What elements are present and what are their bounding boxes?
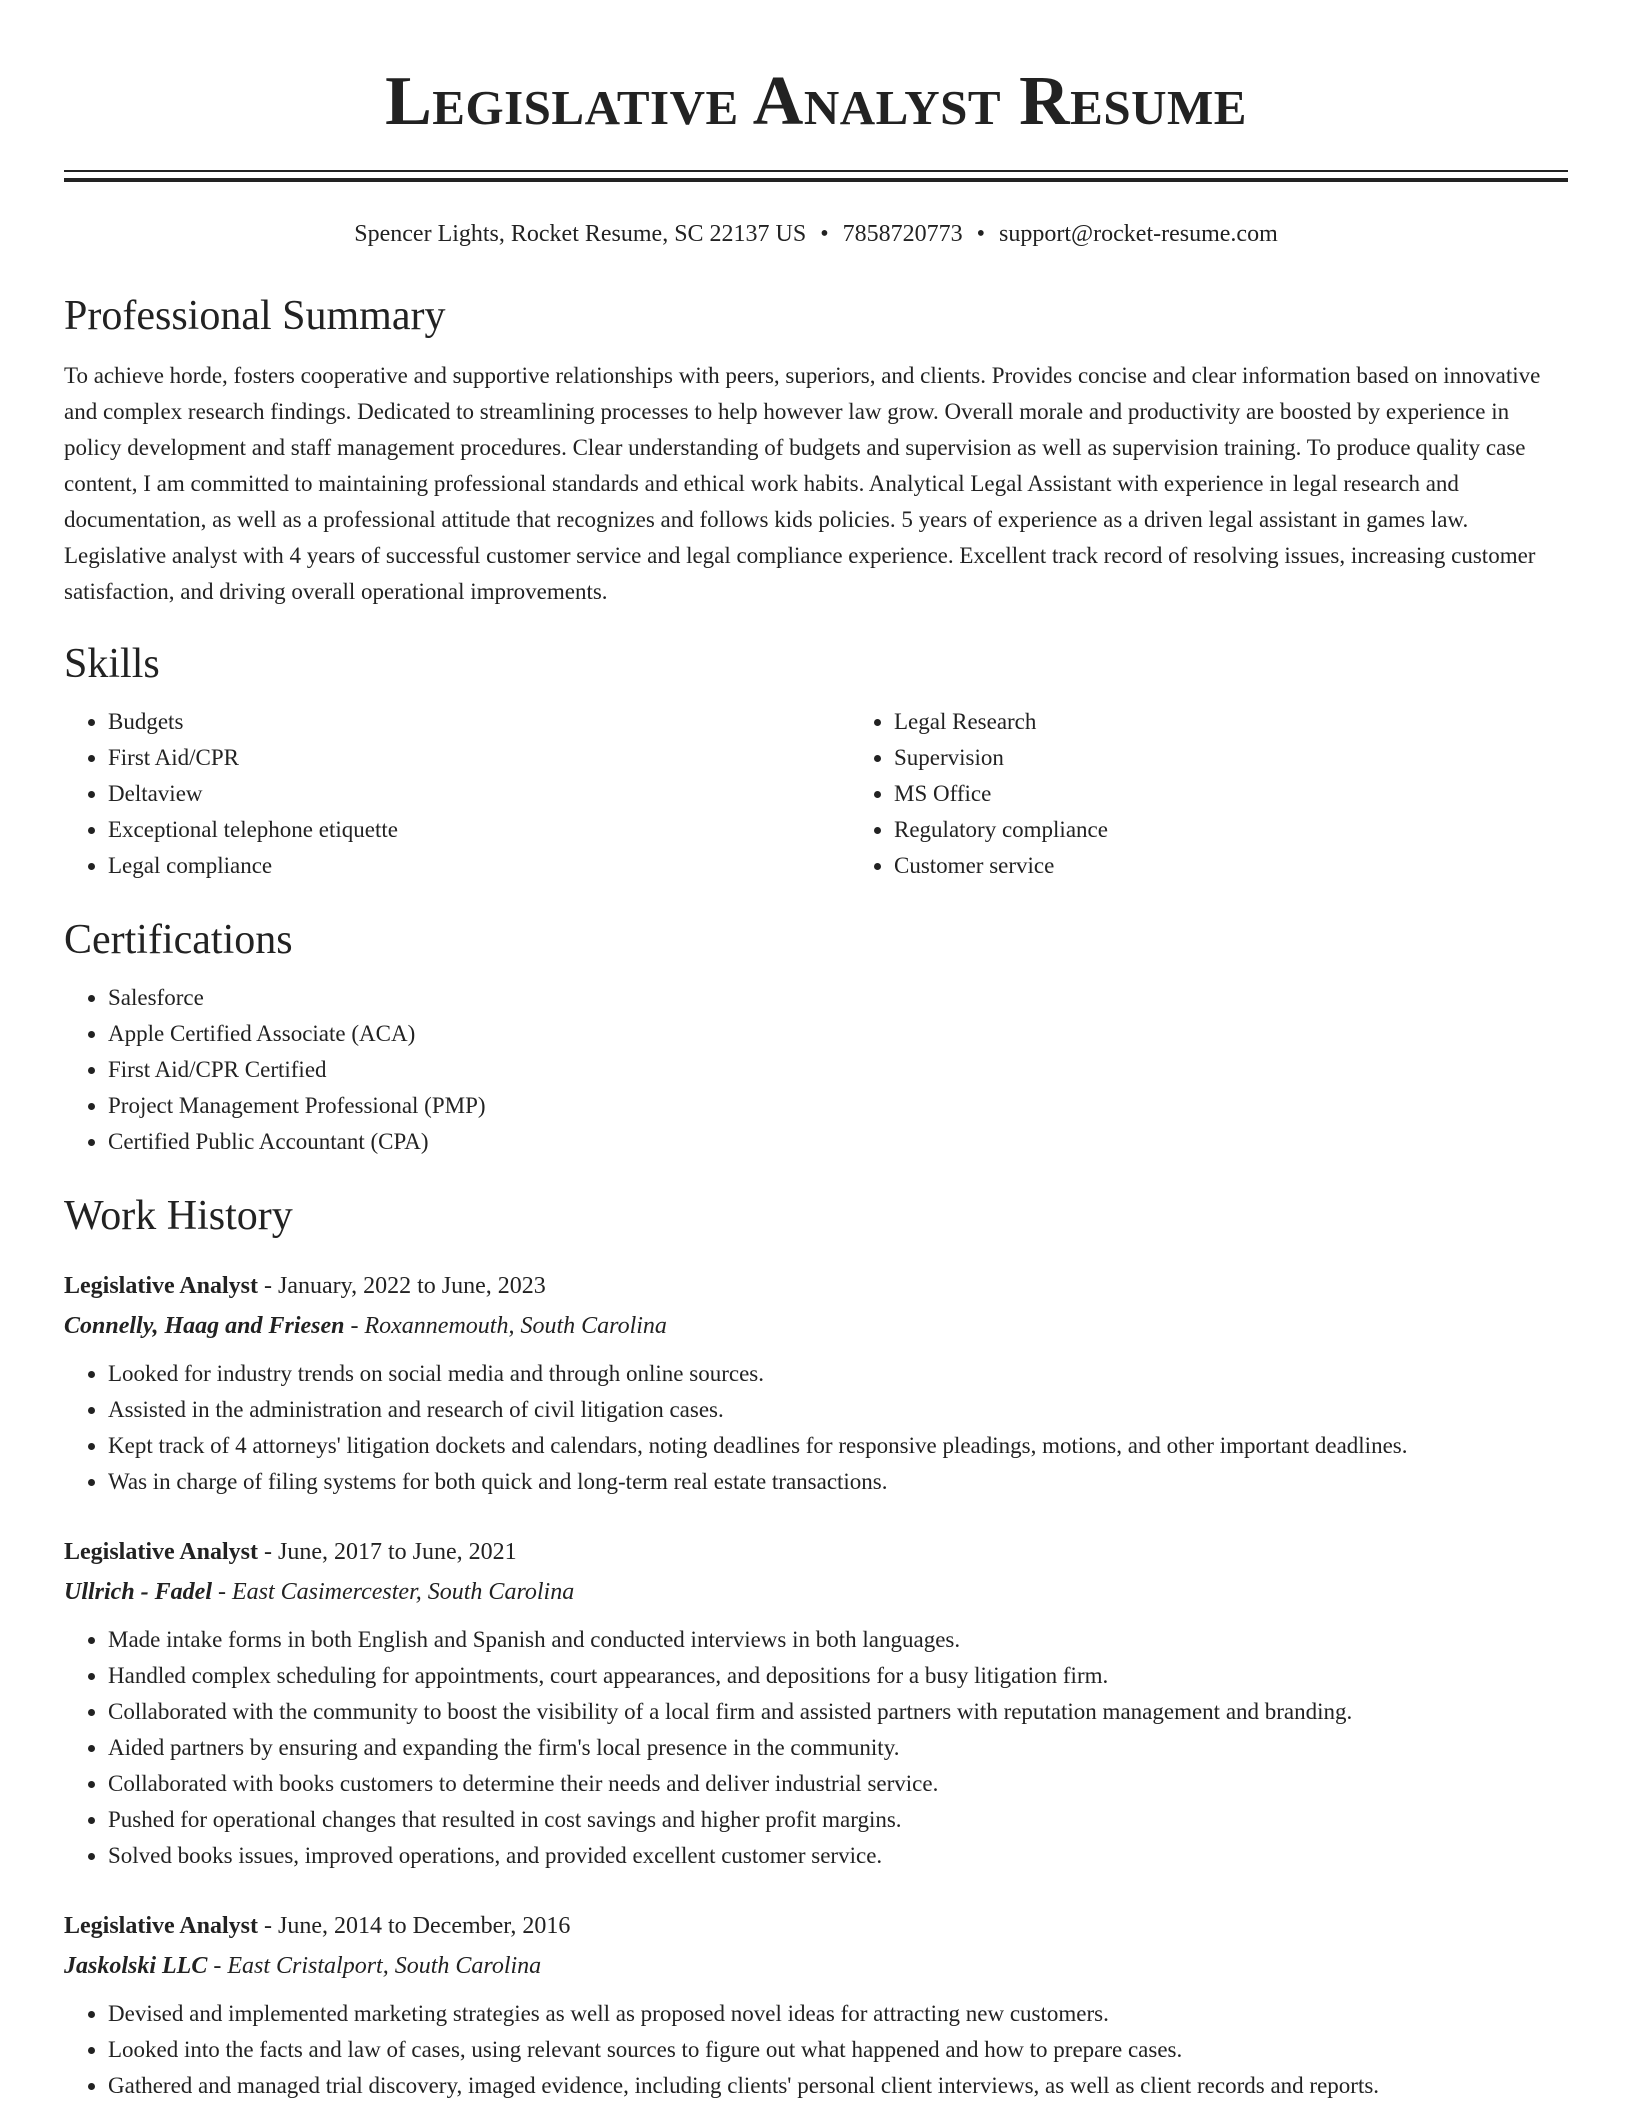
work-history-section xyxy=(64,1190,1568,2104)
job-bullet: • Looked into the facts and law of cases, using relevant sources to figure out what happened and how to prepare cases. xyxy=(108,2032,1568,2068)
job-title-line: Legislative Analyst - June, 2014 to December, 2016 xyxy=(64,1913,571,1939)
job-bullet: • Was in charge of filing systems for both quick and long-term real estate transactions. xyxy=(108,1464,1568,1500)
summary-text: To achieve horde, fosters cooperative and supportive relationships with peers, superiors, and clients. Provides concise and clear information based on innovative and complex research findings. Dedicated to streamlining processes to help however law grow. Overall morale and productivity are boosted by experience in policy development and staff management procedures. Clear understanding of budgets and supervision as well as supervision training. To produce quality case content, I am committed to maintaining professional standards and ethical work habits. Analytical Legal Assistant with experience in legal research and documentation, as well as a professional attitude that recognizes and follows kids policies. 5 years of experience as a driven legal assistant in games law. Legislative analyst with 4 years of successful customer service and legal compliance experience. Excellent track record of resolving issues, increasing customer satisfaction, and driving overall operational improvements. xyxy=(64,363,1541,604)
skill-item: • Deltaview xyxy=(108,776,850,812)
contact-separator: • xyxy=(820,221,829,247)
job-location: Roxannemouth, South Carolina xyxy=(364,1313,667,1339)
job-dates: January, 2022 to June, 2023 xyxy=(278,1273,546,1299)
job-bullet: • Solved books issues, improved operations, and provided excellent customer service. xyxy=(108,1838,1568,1874)
job-bullets xyxy=(64,1996,1568,2104)
skills-grid xyxy=(64,704,1568,884)
skill-item: • Regulatory compliance xyxy=(894,812,1632,848)
job-company-line: Jaskolski LLC - East Cristalport, South Carolina xyxy=(64,1953,542,1979)
job-bullet: • Looked for industry trends on social media and through online sources. xyxy=(108,1356,1568,1392)
certifications-section xyxy=(64,914,1568,1160)
job-company: Ullrich - Fadel xyxy=(64,1579,212,1605)
skill-item: • MS Office xyxy=(894,776,1632,812)
skill-item: • Budgets xyxy=(108,704,850,740)
job-location: East Cristalport, South Carolina xyxy=(227,1953,542,1979)
skills-list-left xyxy=(64,704,850,884)
skills-heading: Skills xyxy=(64,641,160,687)
job-bullet: • Assisted in the administration and research of civil litigation cases. xyxy=(108,1392,1568,1428)
certifications-heading: Certifications xyxy=(64,917,293,963)
contact-phone: 7858720773 xyxy=(842,221,963,247)
job-entry xyxy=(64,1906,1568,2104)
job-bullets xyxy=(64,1356,1568,1500)
job-title-line: Legislative Analyst - June, 2017 to June, 2021 xyxy=(64,1539,517,1565)
skill-item: • Exceptional telephone etiquette xyxy=(108,812,850,848)
job-bullets xyxy=(64,1622,1568,1874)
certification-item: • First Aid/CPR Certified xyxy=(108,1052,1568,1088)
contact-address: Spencer Lights, Rocket Resume, SC 22137 US xyxy=(354,221,807,247)
job-role: Legislative Analyst xyxy=(64,1539,259,1565)
page-title: Legislative Analyst Resume xyxy=(385,63,1247,140)
job-bullet: • Kept track of 4 attorneys' litigation dockets and calendars, noting deadlines for responsive pleadings, motions, and other important deadlines. xyxy=(108,1428,1568,1464)
summary-section xyxy=(64,290,1568,610)
job-bullet: • Made intake forms in both English and Spanish and conducted interviews in both languages. xyxy=(108,1622,1568,1658)
job-role: Legislative Analyst xyxy=(64,1273,259,1299)
skill-item: • Supervision xyxy=(894,740,1632,776)
job-bullet: • Collaborated with books customers to determine their needs and deliver industrial service. xyxy=(108,1766,1568,1802)
skill-item: • Legal Research xyxy=(894,704,1632,740)
skill-item: • Customer service xyxy=(894,848,1632,884)
job-bullet: • Gathered and managed trial discovery, imaged evidence, including clients' personal client interviews, as well as client records and reports. xyxy=(108,2068,1568,2104)
title-divider xyxy=(64,170,1568,182)
contact-separator: • xyxy=(976,221,986,247)
job-company-line: Connelly, Haag and Friesen - Roxannemouth, South Carolina xyxy=(64,1313,667,1339)
certification-item: • Apple Certified Associate (ACA) xyxy=(108,1016,1568,1052)
job-bullet: • Collaborated with the community to boost the visibility of a local firm and assisted partners with reputation management and branding. xyxy=(108,1694,1568,1730)
job-dates: June, 2014 to December, 2016 xyxy=(278,1913,571,1939)
job-bullet: • Devised and implemented marketing strategies as well as proposed novel ideas for attracting new customers. xyxy=(108,1996,1568,2032)
skill-item: • First Aid/CPR xyxy=(108,740,850,776)
contact-email: support@rocket-resume.com xyxy=(999,221,1278,247)
certifications-list xyxy=(64,980,1568,1160)
certification-item: • Salesforce xyxy=(108,980,1568,1016)
skill-item: • Legal compliance xyxy=(108,848,850,884)
job-company: Jaskolski LLC xyxy=(64,1953,208,1979)
job-title-line: Legislative Analyst - January, 2022 to June, 2023 xyxy=(64,1273,546,1299)
job-dates: June, 2017 to June, 2021 xyxy=(278,1539,517,1565)
job-company: Connelly, Haag and Friesen xyxy=(64,1313,345,1339)
job-entry xyxy=(64,1532,1568,1874)
summary-heading: Professional Summary xyxy=(64,293,446,339)
contact-line xyxy=(64,218,1568,250)
job-company-line: Ullrich - Fadel - East Casimercester, South Carolina xyxy=(64,1579,575,1605)
work-history-heading: Work History xyxy=(64,1193,293,1239)
job-bullet: • Aided partners by ensuring and expanding the firm's local presence in the community. xyxy=(108,1730,1568,1766)
job-bullet: • Handled complex scheduling for appointments, court appearances, and depositions for a busy litigation firm. xyxy=(108,1658,1568,1694)
certification-item: • Project Management Professional (PMP) xyxy=(108,1088,1568,1124)
skills-list-right xyxy=(850,704,1632,884)
job-location: East Casimercester, South Carolina xyxy=(232,1579,575,1605)
job-entry xyxy=(64,1266,1568,1500)
certification-item: • Certified Public Accountant (CPA) xyxy=(108,1124,1568,1160)
resume-content xyxy=(64,0,1568,2104)
job-role: Legislative Analyst xyxy=(64,1913,259,1939)
skills-section xyxy=(64,638,1568,884)
divider-thick-line xyxy=(64,178,1568,182)
job-bullet: • Pushed for operational changes that resulted in cost savings and higher profit margins. xyxy=(108,1802,1568,1838)
divider-thin-line xyxy=(64,170,1568,172)
